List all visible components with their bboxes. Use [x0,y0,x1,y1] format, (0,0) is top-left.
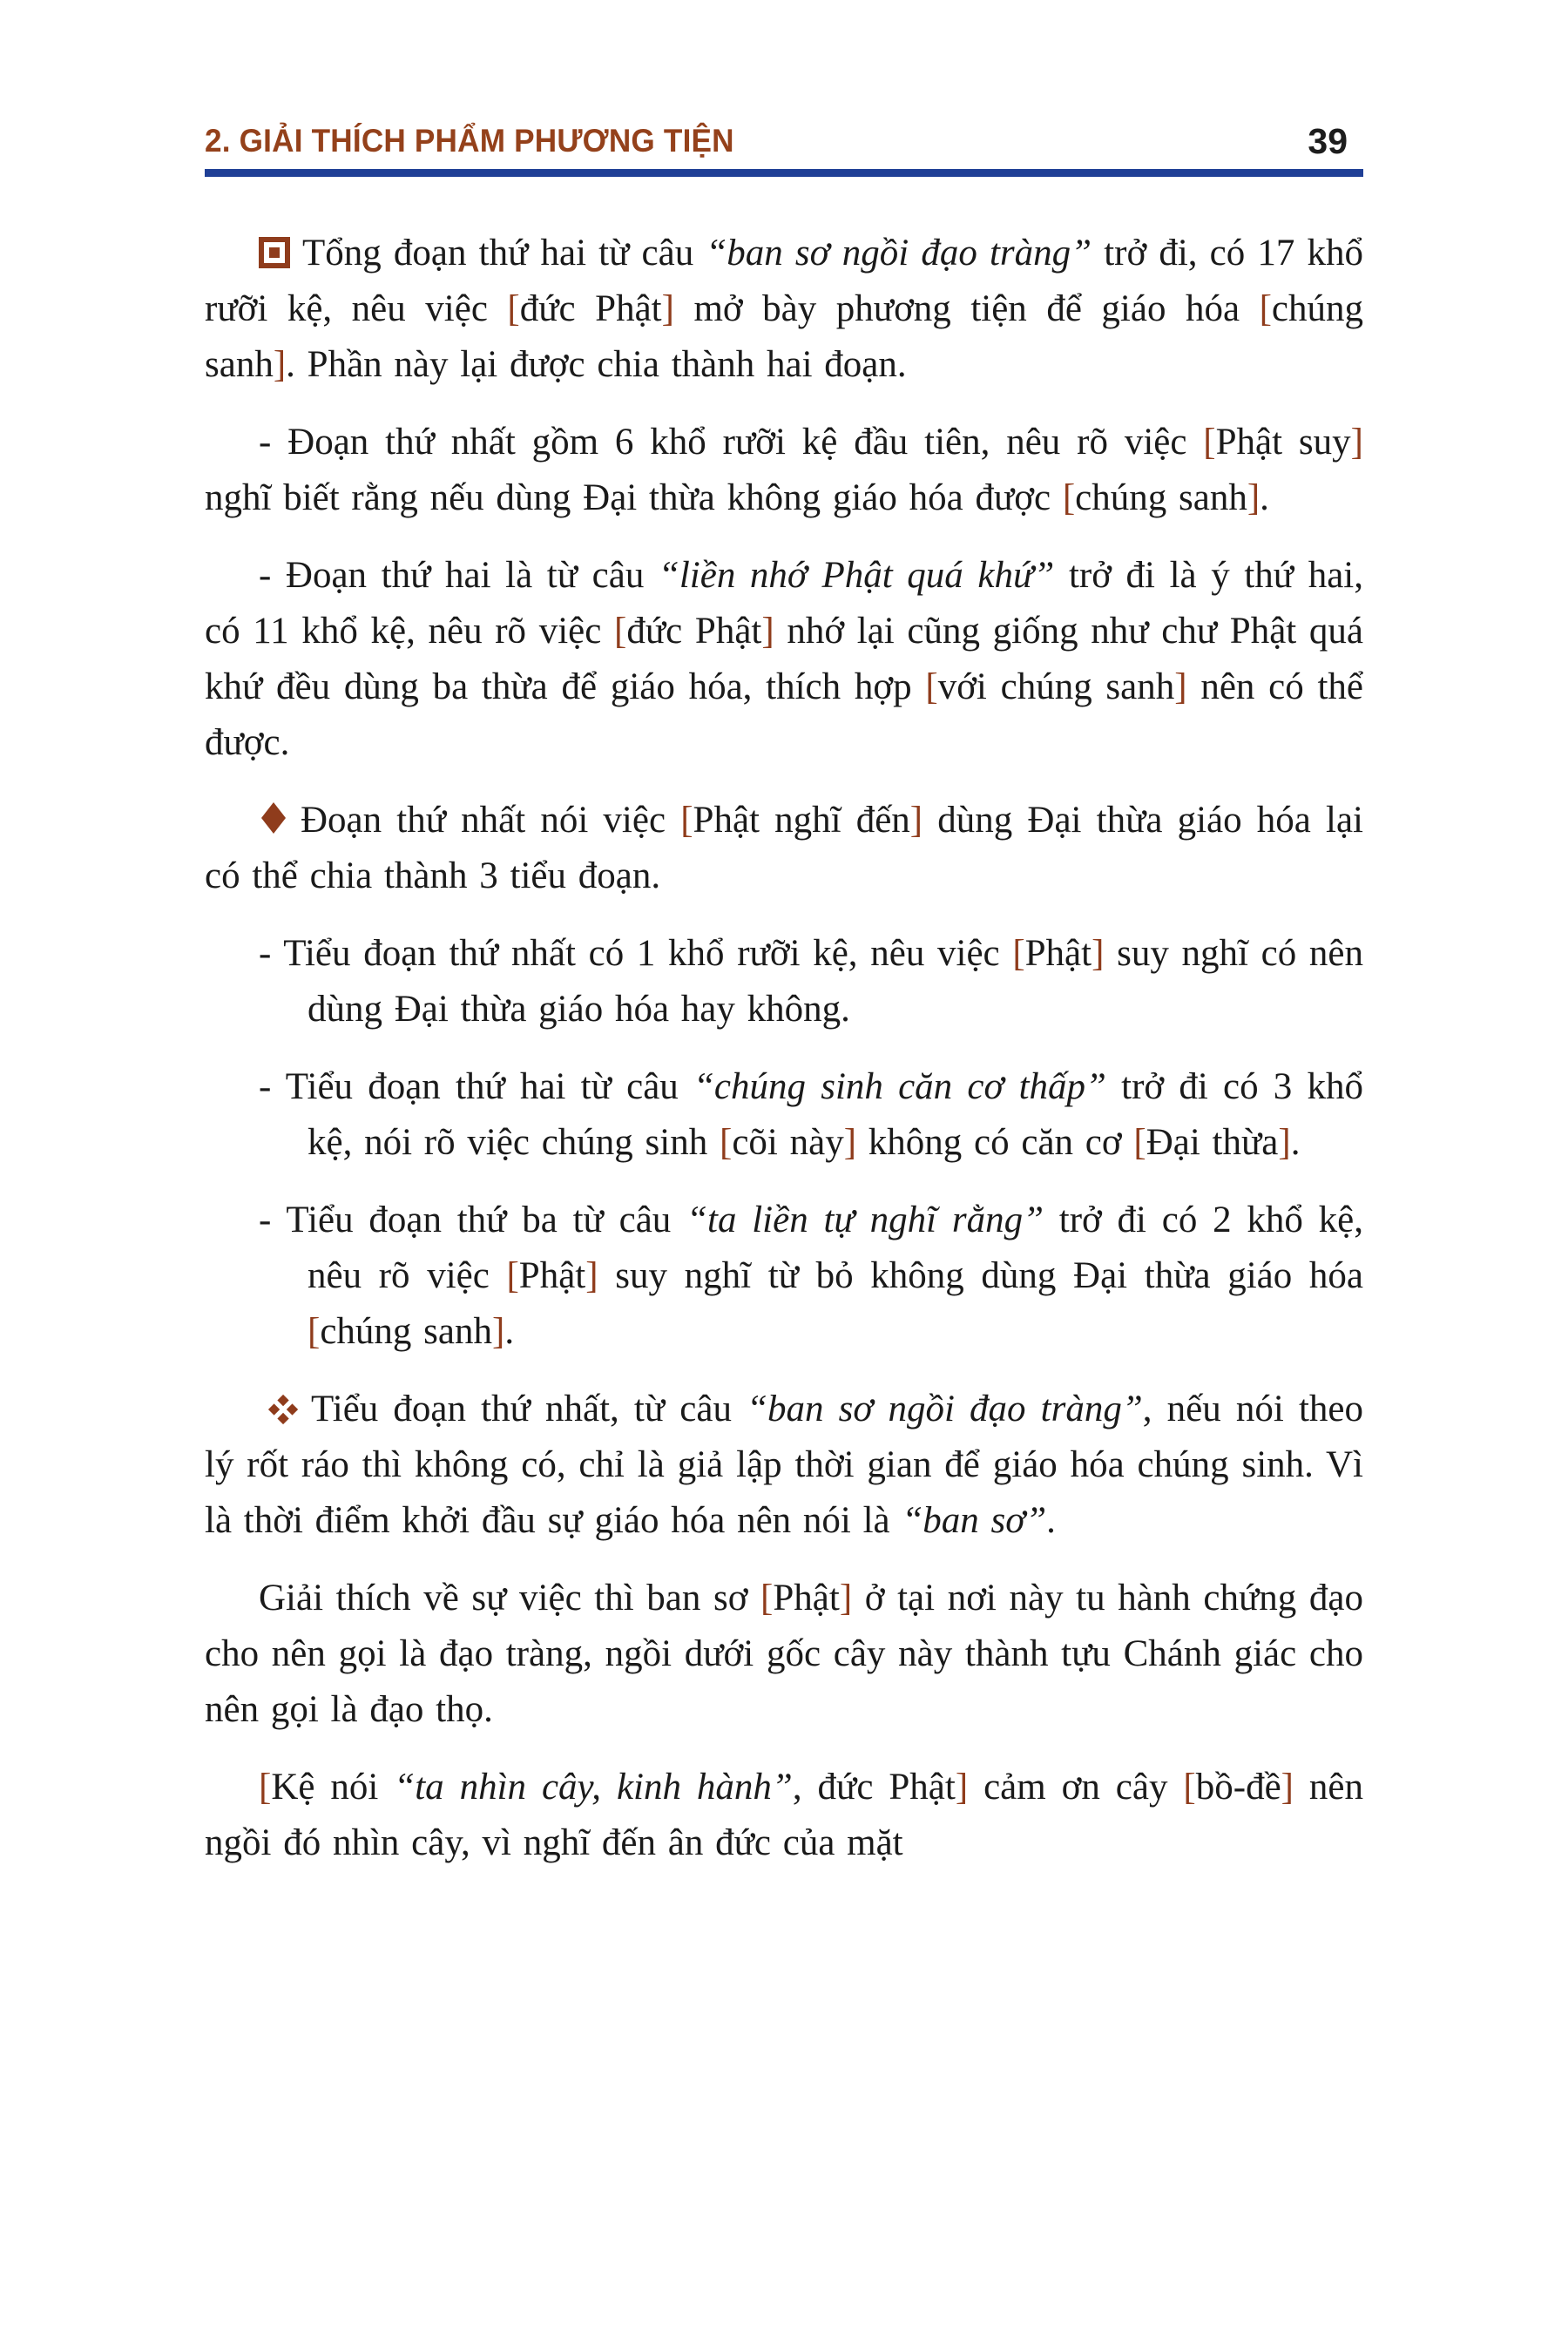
text-run: cõi này [732,1122,844,1163]
text-run: Kệ nói [271,1767,395,1808]
editorial-bracket: [ [1012,933,1025,974]
text-run: với chúng sanh [937,666,1175,707]
text-run: - Tiểu đoạn thứ nhất có 1 khổ rưỡi kệ, nêu việc [259,933,1013,974]
text-run: Phật [518,1255,586,1296]
editorial-bracket: [ [760,1578,774,1619]
text-run: Tiểu đoạn thứ nhất, từ câu [311,1389,747,1429]
text-run: nên có thể được. [205,666,1364,763]
text-run: - Đoạn thứ nhất gồm 6 khổ rưỡi kệ đầu tiên, nêu rõ việc [259,422,1204,463]
quoted-verse: “chúng sinh căn cơ thấp” [693,1066,1106,1107]
paragraph [205,1193,1363,1360]
paragraph [205,548,1363,771]
text-run: chúng sanh [205,288,1363,385]
paragraph [205,1571,1363,1738]
text-run: - Tiểu đoạn thứ ba từ câu [259,1200,687,1240]
editorial-bracket: ] [491,1311,505,1352]
editorial-bracket: ] [1174,666,1187,707]
paragraph [205,1760,1363,1871]
text-run: Đại thừa [1146,1122,1279,1163]
text-run: . [1290,1122,1301,1163]
editorial-bracket: [ [1203,422,1216,463]
text-run: bồ-đề [1195,1767,1281,1808]
editorial-bracket: ] [585,1255,598,1296]
text-run: cảm ơn cây [968,1767,1184,1808]
editorial-bracket: ] [909,800,923,841]
editorial-bracket: ] [1092,933,1105,974]
editorial-bracket: [ [259,1767,272,1808]
text-run: nhớ lại cũng giống như chư Phật quá khứ đều dùng ba thừa để giáo hóa, thích hợp [205,611,1363,707]
text-run: . [1260,477,1269,518]
editorial-bracket: [ [720,1122,733,1163]
editorial-bracket: [ [1062,477,1076,518]
text-run: đức Phật [519,288,662,329]
text-run: , đức Phật [792,1767,956,1808]
editorial-bracket: ] [839,1578,853,1619]
text-run: dùng Đại thừa giáo hóa lại có thể chia thành 3 tiểu đoạn. [205,800,1363,896]
quoted-verse: “ban sơ ngồi đạo tràng” [747,1389,1143,1429]
text-run: chúng sanh [1075,477,1247,518]
editorial-bracket: [ [507,288,520,329]
text-run: Giải thích về sự việc thì ban sơ [259,1578,761,1619]
body-text [205,226,1363,1871]
editorial-bracket: [ [1183,1767,1196,1808]
chapter-title: 2. GIẢI THÍCH PHẨM PHƯƠNG TIỆN [205,123,734,159]
text-run: trở đi, có 17 khổ rưỡi kệ, nêu việc [205,233,1364,329]
editorial-bracket: ] [761,611,774,652]
quoted-verse: “ban sơ ngồi đạo tràng” [706,233,1092,274]
text-run: Phật [773,1578,840,1619]
editorial-bracket: [ [614,611,627,652]
paragraph [205,1382,1363,1549]
diamond-bullet-icon [259,801,288,835]
editorial-bracket: [ [925,666,938,707]
text-run: . [504,1311,515,1352]
text-run: suy nghĩ có nên dùng Đại thừa giáo hóa hay không. [308,933,1363,1030]
paragraph [205,226,1363,393]
paragraph [205,926,1363,1037]
text-run: . Phần này lại được chia thành hai đoạn. [286,344,907,385]
editorial-bracket: ] [955,1767,969,1808]
page-number: 39 [1308,121,1348,161]
editorial-bracket: [ [1133,1122,1146,1163]
quoted-verse: “liền nhớ Phật quá khứ” [658,555,1055,596]
editorial-bracket: [ [680,800,693,841]
editorial-bracket: ] [843,1122,857,1163]
quoted-verse: “ta nhìn cây, kinh hành” [394,1767,793,1808]
header-rule-divider [205,169,1363,177]
text-run: Phật nghĩ đến [693,800,910,841]
text-run: chúng sanh [320,1311,492,1352]
text-run: suy nghĩ từ bỏ không dùng Đại thừa giáo hóa [598,1255,1363,1296]
text-run: nghĩ biết rằng nếu dùng Đại thừa không giáo hóa được [205,477,1063,518]
text-run: - Đoạn thứ hai là từ câu [259,555,659,596]
paragraph [205,415,1363,526]
editorial-bracket: ] [1350,422,1363,463]
quoted-verse: “ta liền tự nghĩ rằng” [686,1200,1044,1240]
paragraph [205,1059,1363,1171]
editorial-bracket: ] [1281,1767,1294,1808]
paragraph [205,793,1363,904]
editorial-bracket: ] [661,288,674,329]
text-run: mở bày phương tiện để giáo hóa [673,288,1260,329]
text-run: trở đi có 2 khổ kệ, nêu rõ việc [308,1200,1363,1296]
text-run: Tổng đoạn thứ hai từ câu [302,233,706,274]
text-run: Phật suy [1215,422,1351,463]
text-run: trở đi có 3 khổ kệ, nói rõ việc chúng sinh [308,1066,1363,1163]
editorial-bracket: ] [1247,477,1260,518]
text-run: , nếu nói theo lý rốt ráo thì không có, chỉ là giả lập thời gian để giáo hóa chúng sinh. Vì là thời điểm khởi đầu sự giáo hóa nên nói là [205,1389,1363,1541]
editorial-bracket: ] [1278,1122,1291,1163]
editorial-bracket: ] [273,344,287,385]
text-run: trở đi là ý thứ hai, có 11 khổ kệ, nêu rõ việc [205,555,1363,652]
text-run: không có căn cơ [856,1122,1134,1163]
text-run: đức Phật [626,611,762,652]
text-run: nên ngồi đó nhìn cây, vì nghĩ đến ân đức của mặt [205,1767,1364,1863]
editorial-bracket: [ [1259,288,1272,329]
quoted-verse: “ban sơ” [902,1500,1047,1541]
square-bullet-icon [259,237,290,268]
text-run: Phật [1024,933,1092,974]
page-header [205,122,1363,160]
text-run: . [1046,1500,1056,1541]
text-run: - Tiểu đoạn thứ hai từ câu [259,1066,694,1107]
editorial-bracket: [ [506,1255,519,1296]
four-diamond-bullet-icon [267,1393,299,1424]
editorial-bracket: [ [308,1311,321,1352]
text-run: Đoạn thứ nhất nói việc [301,800,681,841]
text-run: ở tại nơi này tu hành chứng đạo cho nên gọi là đạo tràng, ngồi dưới gốc cây này thành tựu Chánh giác cho nên gọi là đạo thọ. [205,1578,1363,1730]
